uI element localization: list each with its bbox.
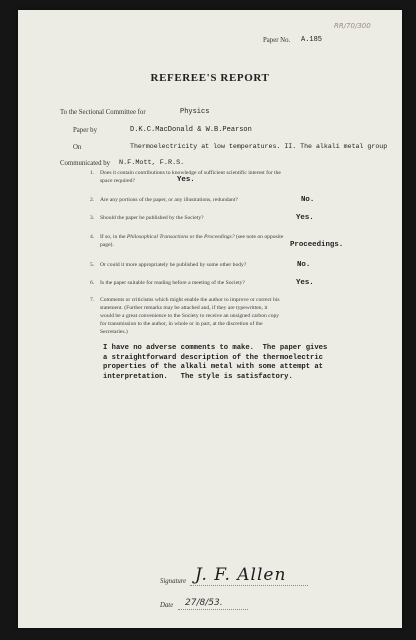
- document-title: REFEREE'S REPORT: [150, 72, 270, 84]
- paper-by-label: Paper by: [73, 127, 97, 134]
- question-1-answer: Yes.: [177, 176, 195, 184]
- archive-reference: RR/70/300: [334, 22, 371, 30]
- question-4-text: If so, in the Philosophical Transactions or the Proceedings? (see note on opposite: [100, 234, 284, 240]
- question-1-number: 1.: [90, 170, 95, 176]
- committee-value: Physics: [180, 108, 210, 116]
- signature-line: [190, 585, 308, 586]
- question-7-line-2: statement. (Further remarks may be attached and, if they are typewritten, it: [100, 305, 268, 311]
- question-7-number: 7.: [90, 297, 95, 303]
- communicated-value: N.F.Mott, F.R.S.: [119, 159, 185, 167]
- referee-comments: I have no adverse comments to make. The paper gives a straightforward description of the thermoelectric properties of the alkali metal with some attempt at interpretation. The style is satisfactory.: [103, 344, 328, 381]
- question-2-text: Are any portions of the paper, or any illustrations, redundant?: [100, 197, 238, 203]
- question-7-line-4: for transmission to the author, in whole or in part, at the discretion of the: [100, 321, 263, 327]
- communicated-label: Communicated by: [60, 160, 111, 167]
- paper-by-value: D.K.C.MacDonald & W.B.Pearson: [130, 126, 252, 134]
- date-label: Date: [160, 602, 174, 609]
- referee-report-sheet: [18, 10, 402, 628]
- question-5-text: Or could it more appropriately be published by some other body?: [100, 262, 247, 268]
- question-6-text: Is the paper suitable for reading before a meeting of the Society?: [100, 280, 245, 286]
- committee-label: To the Sectional Committee for: [60, 109, 146, 116]
- question-6-number: 6.: [90, 280, 95, 286]
- question-1-text-cont: space required?: [100, 178, 135, 184]
- date-line: [178, 609, 248, 610]
- question-7-line-1: Comments or criticisms which might enable the author to improve or correct his: [100, 297, 280, 303]
- question-4-text-cont: page).: [100, 242, 114, 248]
- question-6-answer: Yes.: [296, 279, 314, 287]
- paper-title-value: Thermoelectricity at low temperatures. II. The alkali metal group: [130, 143, 388, 150]
- question-3-text: Should the paper be published by the Society?: [100, 215, 204, 221]
- question-3-answer: Yes.: [296, 214, 314, 222]
- on-label: On: [73, 144, 82, 151]
- signature-handwriting: J. F. Allen: [195, 565, 287, 585]
- question-3-number: 3.: [90, 215, 95, 221]
- paper-number-value: A.185: [301, 36, 323, 44]
- question-2-number: 2.: [90, 197, 95, 203]
- signature-label: Signature: [160, 578, 187, 585]
- question-7-line-5: Secretaries.): [100, 329, 128, 335]
- question-1-text: Does it contain contributions to knowledge of sufficient scientific interest for the: [100, 170, 281, 176]
- question-5-number: 5.: [90, 262, 95, 268]
- question-7-line-3: would be a great convenience to the Society to receive an unsigned carbon copy: [100, 313, 280, 319]
- question-2-answer: No.: [301, 196, 315, 204]
- question-4-answer: Proceedings.: [290, 241, 344, 249]
- question-4-number: 4.: [90, 234, 95, 240]
- date-value: 27/8/53.: [185, 598, 223, 608]
- question-5-answer: No.: [297, 261, 311, 269]
- paper-number-label: Paper No.: [263, 37, 291, 44]
